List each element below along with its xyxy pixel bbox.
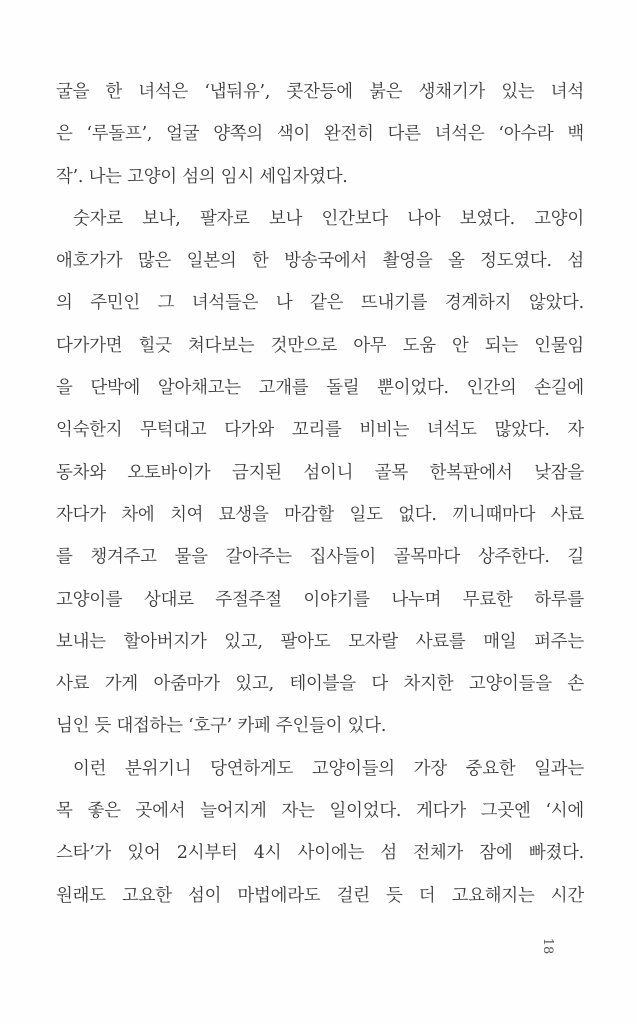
- text-line: 굴을 한 녀석은 ‘냅둬유’, 콧잔등에 붉은 생채기가 있는 녀석: [56, 82, 584, 102]
- text-line: 자다가 차에 치여 묘생을 마감할 일도 없다. 끼니때마다 사료: [56, 504, 584, 525]
- text-line: 사료 가게 아줌마가 있고, 테이블을 다 차지한 고양이들을 손: [56, 674, 584, 695]
- body-text: [56, 71, 584, 917]
- text-line: 이런 분위기니 당연하게도 고양이들의 가장 중요한 일과는: [73, 758, 584, 779]
- text-line: 은 ‘루돌프’, 얼굴 양쪽의 색이 완전히 다른 녀석은 ‘아수라 백: [56, 124, 584, 145]
- text-line: 을 단박에 알아채고는 고개를 돌릴 뿐이었다. 인간의 손길에: [56, 378, 584, 399]
- text-line: 애호가가 많은 일본의 한 방송국에서 촬영을 올 정도였다. 섬: [56, 251, 584, 272]
- text-line: 의 주민인 그 녀석들은 나 같은 뜨내기를 경계하지 않았다.: [56, 293, 584, 314]
- text-line: 고양이를 상대로 주절주절 이야기를 나누며 무료한 하루를: [56, 589, 584, 610]
- text-line: 동차와 오토바이가 금지된 섬이니 골목 한복판에서 낮잠을: [56, 462, 584, 483]
- text-line: 님인 듯 대접하는 ‘호구’ 카페 주인들이 있다.: [56, 716, 387, 737]
- text-line: 다가가면 힐긋 쳐다보는 것만으로 아무 도움 안 되는 인물임: [56, 335, 584, 356]
- text-line: 익숙한지 무턱대고 다가와 꼬리를 비비는 녀석도 많았다. 자: [56, 420, 584, 441]
- text-line: 원래도 고요한 섬이 마법에라도 걸린 듯 더 고요해지는 시간: [56, 885, 584, 906]
- text-line: 스타’가 있어 2시부터 4시 사이에는 섬 전체가 잠에 빠졌다.: [56, 843, 584, 864]
- text-line: 보내는 할아버지가 있고, 팔아도 모자랄 사료를 매일 퍼주는: [56, 631, 584, 652]
- text-line: 목 좋은 곳에서 늘어지게 자는 일이었다. 게다가 그곳엔 ‘시에: [56, 801, 584, 822]
- text-line: 작’. 나는 고양이 섬의 임시 세입자였다.: [56, 166, 348, 187]
- page-number: 18: [540, 937, 555, 955]
- text-line: 를 챙겨주고 물을 갈아주는 집사들이 골목마다 상주한다. 길: [56, 547, 584, 568]
- text-line: 숫자로 보나, 팔자로 보나 인간보다 나아 보였다. 고양이: [73, 208, 584, 229]
